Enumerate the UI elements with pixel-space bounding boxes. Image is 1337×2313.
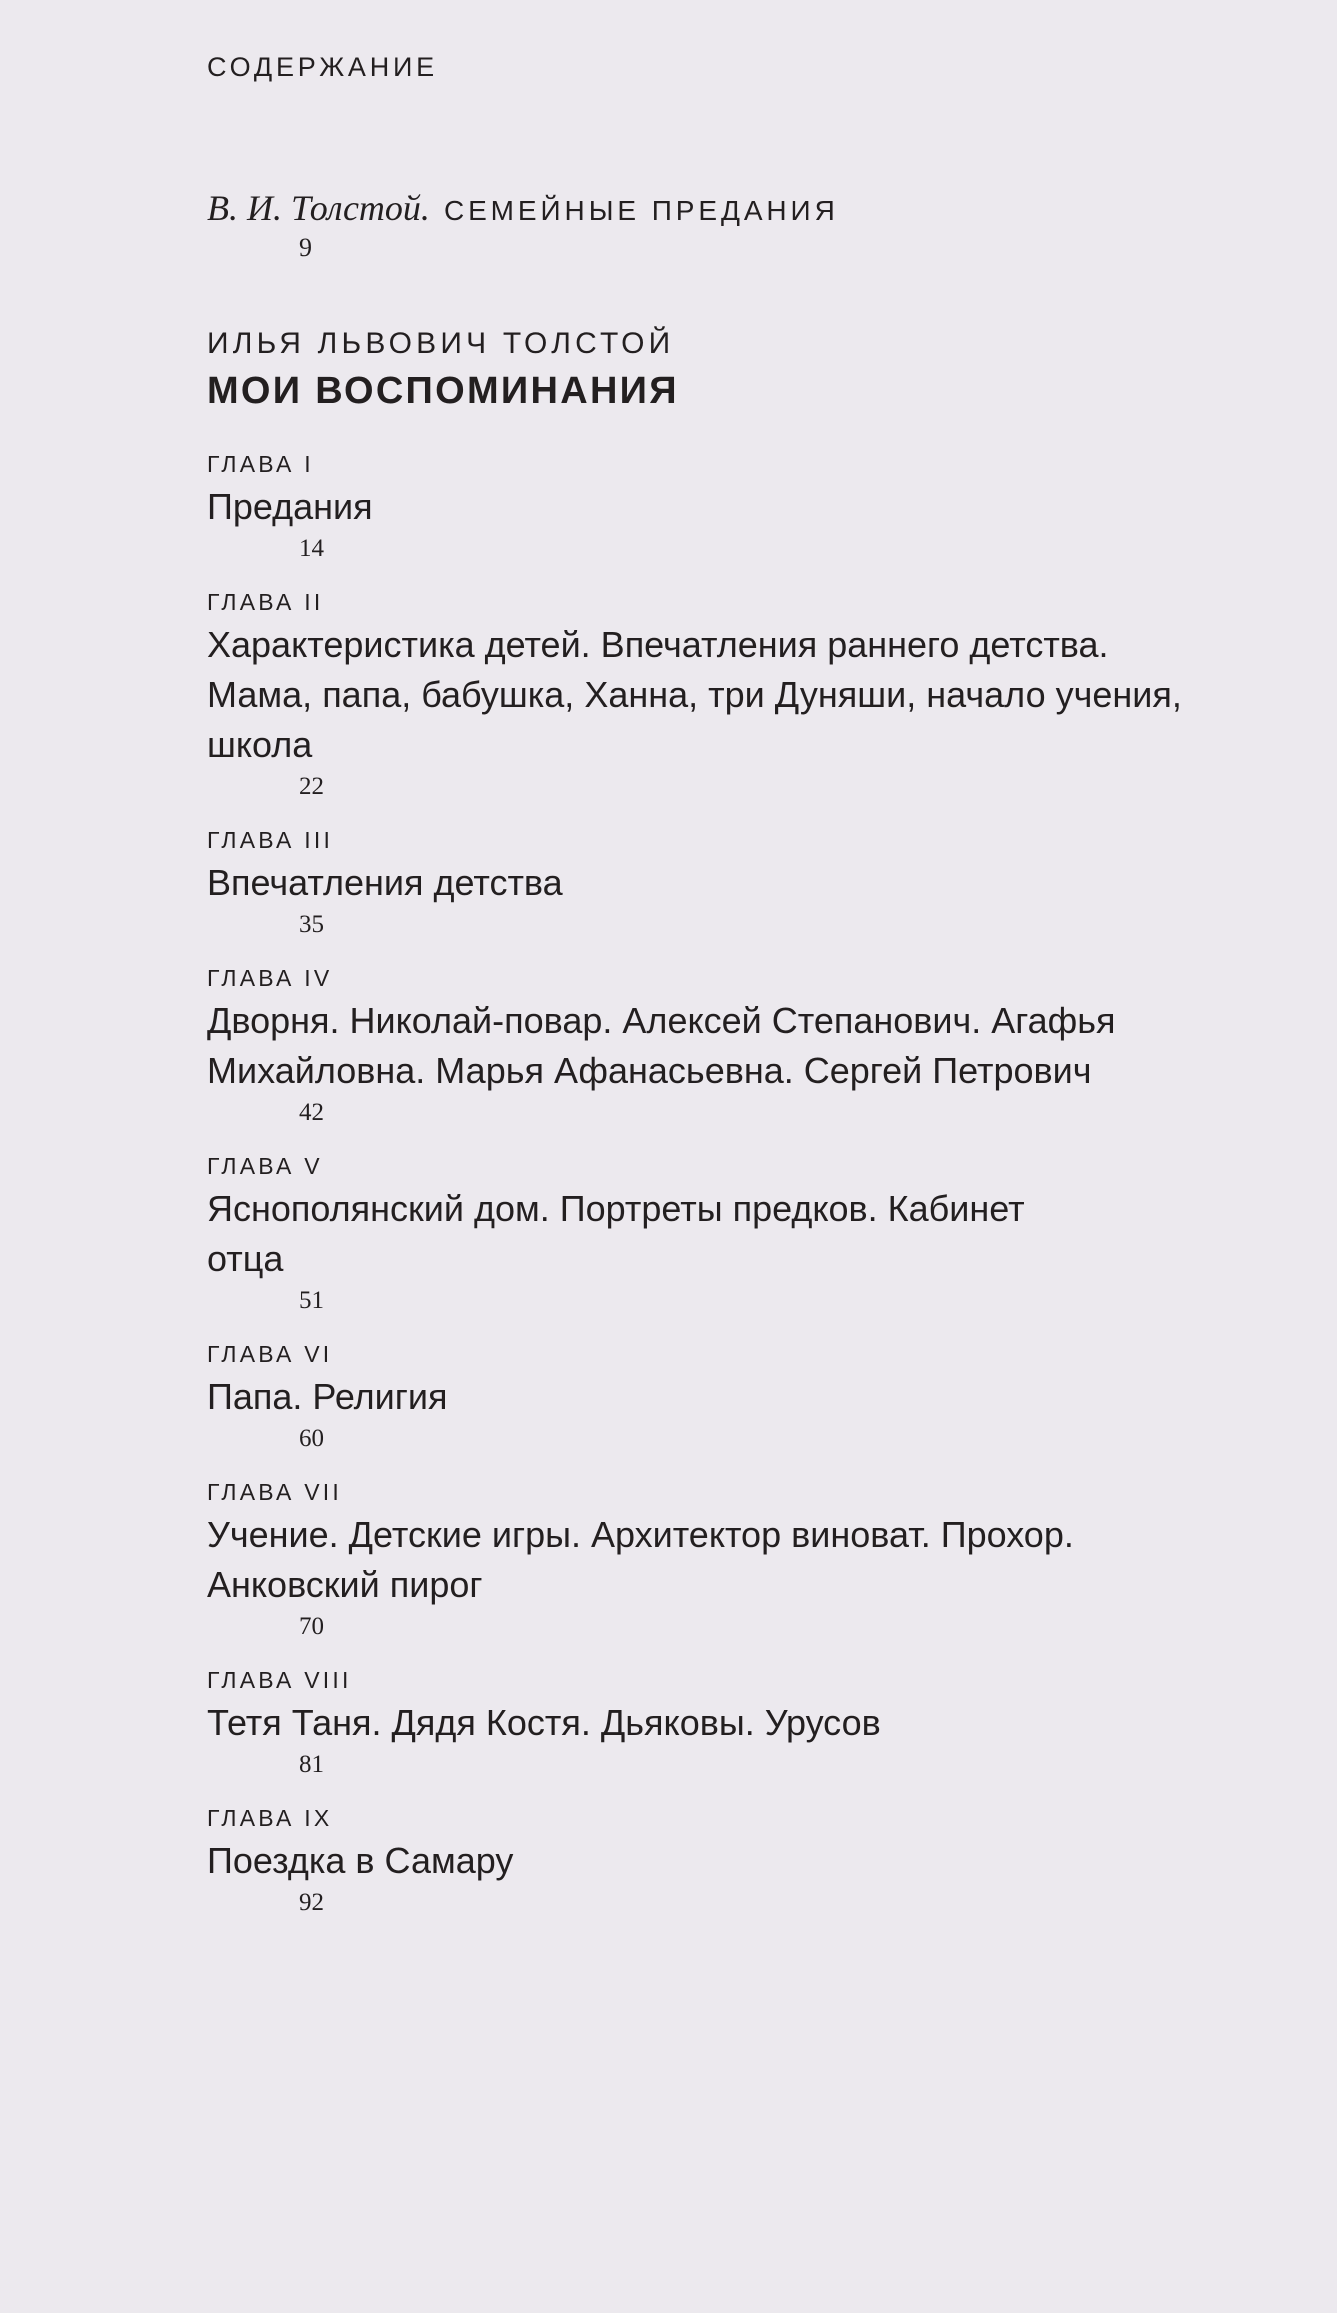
chapter-title: Яснополянский дом. Портреты предков. Кабинет отца	[207, 1188, 1025, 1279]
chapter-page-number: 70	[299, 1613, 324, 1640]
chapter-entry[interactable]	[207, 1152, 1227, 1316]
chapter-label: ГЛАВА VI	[207, 1341, 333, 1367]
author-name: ИЛЬЯ ЛЬВОВИЧ ТОЛСТОЙ	[207, 327, 675, 360]
chapter-entry[interactable]	[207, 826, 1227, 940]
chapter-entry[interactable]	[207, 964, 1227, 1128]
chapter-entry[interactable]	[207, 450, 1227, 564]
intro-author: В. И. Толстой.	[207, 188, 430, 228]
chapter-entry[interactable]	[207, 1666, 1227, 1780]
intro-entry[interactable]	[207, 187, 839, 263]
chapter-page-number: 60	[299, 1425, 324, 1452]
chapter-page-number: 42	[299, 1099, 324, 1126]
chapter-label: ГЛАВА IV	[207, 965, 333, 991]
chapter-label: ГЛАВА IX	[207, 1805, 333, 1831]
chapter-label: ГЛАВА VII	[207, 1479, 343, 1505]
chapter-entry[interactable]	[207, 1804, 1227, 1918]
chapter-label: ГЛАВА VIII	[207, 1667, 352, 1693]
chapter-entry[interactable]	[207, 1478, 1227, 1642]
chapter-label: ГЛАВА II	[207, 589, 324, 615]
chapter-page-number: 92	[299, 1889, 324, 1916]
chapter-label: ГЛАВА V	[207, 1153, 323, 1179]
chapter-title: Папа. Религия	[207, 1376, 448, 1417]
chapter-page-number: 22	[299, 773, 324, 800]
chapter-title: Дворня. Николай-повар. Алексей Степанович. Агафья Михайловна. Марья Афанасьевна. Сергей Петрович	[207, 1000, 1116, 1091]
intro-title: СЕМЕЙНЫЕ ПРЕДАНИЯ	[443, 195, 839, 226]
chapter-title: Впечатления детства	[207, 862, 563, 903]
toc-heading: СОДЕРЖАНИЕ	[207, 52, 438, 82]
chapter-title: Характеристика детей. Впечатления раннего детства. Мама, папа, бабушка, Ханна, три Дуняши, начало учения, школа	[207, 624, 1182, 765]
chapter-list	[207, 450, 1227, 1942]
chapter-title: Учение. Детские игры. Архитектор виноват. Прохор. Анковский пирог	[207, 1514, 1074, 1605]
chapter-page-number: 35	[299, 911, 324, 938]
intro-page-number: 9	[299, 233, 312, 262]
chapter-title: Поездка в Самару	[207, 1840, 514, 1881]
chapter-page-number: 14	[299, 535, 324, 562]
book-title: МОИ ВОСПОМИНАНИЯ	[207, 370, 679, 412]
chapter-title: Предания	[207, 486, 373, 527]
chapter-entry[interactable]	[207, 588, 1227, 802]
chapter-entry[interactable]	[207, 1340, 1227, 1454]
chapter-label: ГЛАВА I	[207, 451, 314, 477]
chapter-label: ГЛАВА III	[207, 827, 334, 853]
chapter-page-number: 81	[299, 1751, 324, 1778]
chapter-title: Тетя Таня. Дядя Костя. Дьяковы. Урусов	[207, 1702, 881, 1743]
chapter-page-number: 51	[299, 1287, 324, 1314]
